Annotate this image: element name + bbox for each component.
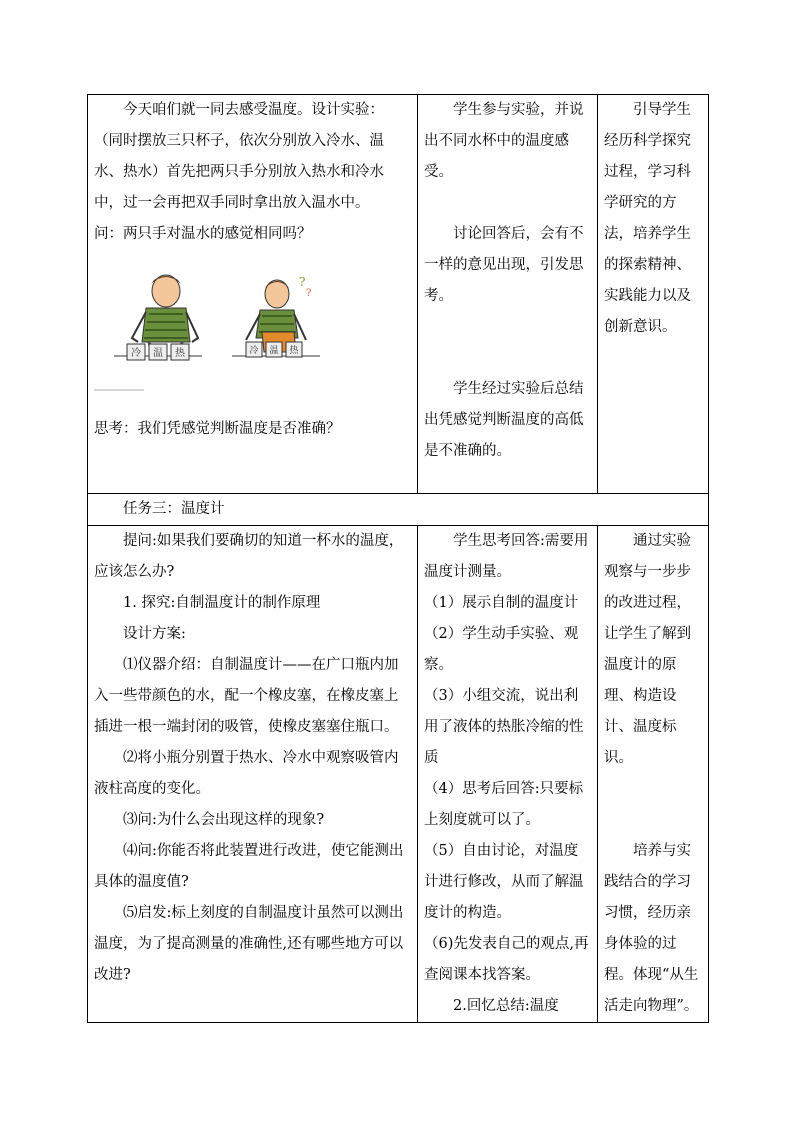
- illustration-drawing: [94, 272, 324, 394]
- experiment-intro: 今天咱们就一同去感受温度。设计实验：: [123, 102, 384, 118]
- teacher-activity-cell-2: [88, 526, 418, 1023]
- student-text-1: 学生参与实验，并说出不同水杯中的温度感受。: [424, 102, 584, 180]
- student-para-4: （3）小组交流，说出利用了液体的热胀冷缩的性质: [424, 688, 584, 766]
- student-para-5: （4）思考后回答:只要标上刻度就可以了。: [424, 781, 584, 828]
- think-question: 思考：我们凭感觉判断温度是否准确？: [94, 421, 341, 437]
- task-heading-cell: [88, 494, 709, 526]
- teacher-para-6: ⑶问:为什么会出现这样的现象?: [123, 812, 325, 828]
- cup-label-warm-right: 温: [269, 346, 279, 356]
- student-para-2: （1）展示自制的温度计: [424, 595, 579, 611]
- hands-in-water-illustration: [94, 272, 412, 394]
- person-left: [94, 275, 202, 390]
- teacher-para-7: ⑷问:你能否将此装置进行改进，使它能测出具体的温度值?: [94, 843, 404, 890]
- teacher-para-8: ⑸启发:标上刻度的自制温度计虽然可以测出温度，为了提高测量的准确性,还有哪些地方可以改进?: [94, 905, 404, 983]
- teacher-para-5: ⑵将小瓶分别置于热水、冷水中观察吸管内液柱高度的变化。: [94, 750, 399, 797]
- student-para-6: （5）自由讨论，对温度计进行修改，从而了解温度计的构造。: [424, 843, 584, 921]
- cup-label-cold-right: 冷: [249, 346, 259, 356]
- task-title: 任务三：温度计: [123, 501, 225, 517]
- svg-text:?: ?: [306, 288, 312, 299]
- cups-left: [127, 344, 189, 360]
- experiment-question: 问：两只手对温水的感觉相同吗？: [94, 226, 312, 242]
- cup-label-warm: 温: [153, 348, 163, 359]
- cup-label-hot: 热: [175, 348, 185, 359]
- cup-label-cold: 冷: [131, 348, 141, 359]
- student-para-1: 学生思考回答:需要用温度计测量。: [424, 533, 589, 580]
- design-intent-cell: [598, 95, 709, 494]
- student-activity-cell: [418, 95, 598, 494]
- design-intent-cell-2: [598, 526, 709, 1023]
- cup-label-hot-right: 热: [289, 346, 299, 356]
- intent-para-2: 培养与实践结合的学习习惯，经历亲身体验的过程。体现“从生活走向物理”。: [604, 843, 699, 1014]
- svg-text:?: ?: [299, 275, 306, 289]
- experiment-setup: （同时摆放三只杯子，依次分别放入冷水、温水、热水）首先把两只手分别放入热水和冷水中，过一会再把双手同时拿出放入温水中。: [94, 133, 384, 211]
- teacher-activity-cell: [88, 95, 418, 494]
- teacher-para-4: ⑴仪器介绍：自制温度计——在广口瓶内加入一些带颜色的水，配一个橡皮塞，在橡皮塞上插进一根一端封闭的吸管，使橡皮塞塞住瓶口。: [94, 657, 399, 735]
- teacher-para-1: 提问:如果我们要确切的知道一杯水的温度，应该怎么办?: [94, 533, 404, 580]
- experiment-row: [88, 95, 709, 494]
- student-text-3: 学生经过实验后总结出凭感觉判断温度的高低是不准确的。: [424, 381, 584, 459]
- student-para-3: （2）学生动手实验、观察。: [424, 626, 579, 673]
- cups-right: [246, 342, 302, 357]
- intent-text-1: 引导学生经历科学探究过程，学习科学研究的方法，培养学生的探索精神、实践能力以及创新意识。: [604, 102, 691, 335]
- student-text-2: 讨论回答后，会有不一样的意见出现，引发思考。: [424, 226, 584, 304]
- intent-para-1: 通过实验观察与一步步的改进过程，让学生了解到温度计的原理、构造设计、温度标识。: [604, 533, 691, 766]
- student-para-8: 2.回忆总结:温度: [453, 998, 559, 1014]
- student-para-7: （6)先发表自己的观点,再查阅课本找答案。: [424, 936, 589, 983]
- task-heading-row: [88, 494, 709, 526]
- teacher-para-3: 设计方案:: [123, 626, 186, 642]
- student-activity-cell-2: [418, 526, 598, 1023]
- lesson-plan-table: [87, 94, 709, 1023]
- teacher-para-2: 1. 探究:自制温度计的制作原理: [123, 595, 321, 611]
- thermometer-row: [88, 526, 709, 1023]
